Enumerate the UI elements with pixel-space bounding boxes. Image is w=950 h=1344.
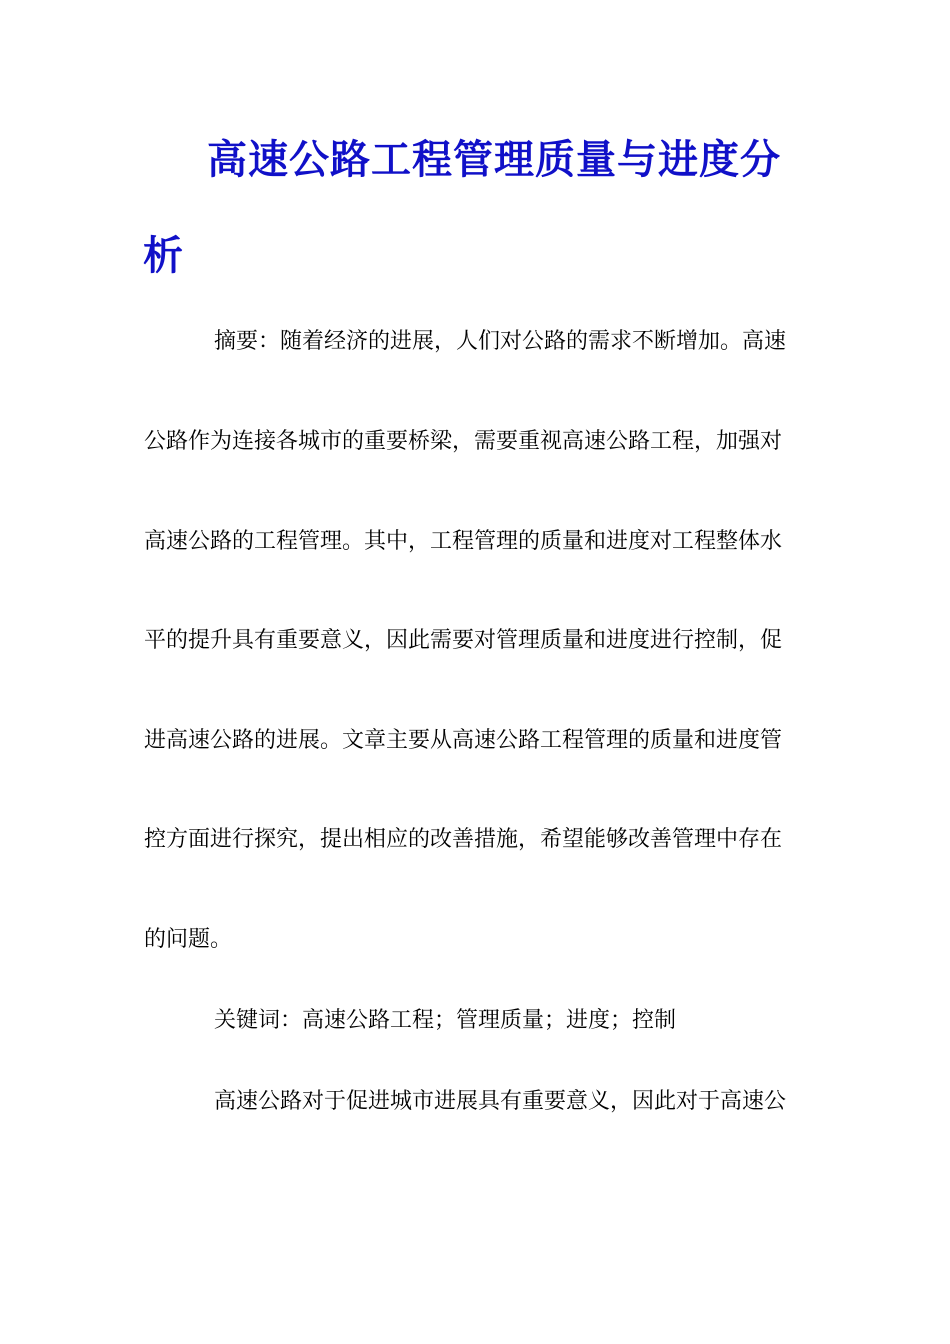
abstract-line-1: 摘要：随着经济的进展，人们对公路的需求不断增加。高速	[214, 329, 787, 354]
document-title-line-2: 析	[143, 232, 184, 279]
abstract-line-3: 高速公路的工程管理。其中，工程管理的质量和进度对工程整体水	[144, 529, 783, 554]
keywords-line: 关键词：高速公路工程；管理质量；进度；控制	[214, 1008, 677, 1033]
abstract-line-6: 控方面进行探究，提出相应的改善措施，希望能够改善管理中存在	[144, 827, 783, 852]
abstract-line-4: 平的提升具有重要意义，因此需要对管理质量和进度进行控制，促	[144, 628, 783, 653]
abstract-line-7: 的问题。	[144, 927, 233, 952]
abstract-line-5: 进高速公路的进展。文章主要从高速公路工程管理的质量和进度管	[144, 728, 783, 753]
document-title-line-1: 高速公路工程管理质量与进度分	[207, 136, 781, 183]
abstract-line-2: 公路作为连接各城市的重要桥梁，需要重视高速公路工程，加强对	[144, 429, 783, 454]
body-paragraph-first-line: 高速公路对于促进城市进展具有重要意义，因此对于高速公	[214, 1089, 787, 1114]
